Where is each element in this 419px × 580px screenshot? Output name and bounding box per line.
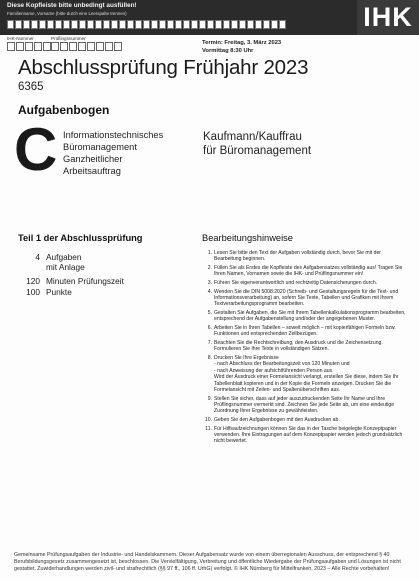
name-char-box[interactable]: [39, 20, 46, 29]
hint-number: 2.: [207, 265, 212, 271]
ihk-number-field[interactable]: [7, 42, 52, 51]
hint-item: [202, 426, 407, 445]
name-char-box[interactable]: [23, 20, 30, 29]
time-info: [18, 277, 124, 287]
profession-line: Kaufmann/Kauffrau: [203, 131, 302, 143]
hint-subtext: Wird der Ausdruck einer Formelansicht verlangt, erstellen Sie diese, indem Sie Ihr Tabellenblatt kopieren und in der Kopie die Formeln anzeigen. Drucken Sie die Formelansicht mit Zeilen- und Spaltenüberschriften aus.: [214, 374, 399, 394]
points-count: 100: [26, 287, 40, 297]
hint-text: Wenden Sie die DIN 5008:2020 (Schreib- und Gestaltungsregeln für die Text- und Informationsverarbeitung) an, sofern Sie Texte, Tabellen und Grafiken mit Ihrem Textverarbeitungsprogramm bearbeiten.: [214, 288, 399, 308]
name-char-box[interactable]: [151, 20, 158, 29]
hint-text: Beachten Sie die Rechtschreibung, den Ausdruck und die Zeichensetzung. Formulieren Sie Ihre Texte in vollständigen Sätzen.: [214, 340, 383, 353]
candidate-number-char-box[interactable]: [69, 42, 77, 51]
hint-subitem: - nach Anweisung der aufsichtführenden Person aus.: [214, 367, 334, 374]
name-char-box[interactable]: [215, 20, 222, 29]
name-char-box[interactable]: [143, 20, 150, 29]
name-char-box[interactable]: [199, 20, 206, 29]
name-char-box[interactable]: [159, 20, 166, 29]
name-char-box[interactable]: [79, 20, 86, 29]
ihk-number-char-box[interactable]: [7, 42, 15, 51]
ihk-logo: IHK: [357, 0, 419, 35]
profession-line: für Büromanagement: [203, 145, 312, 158]
profession-name: [203, 130, 403, 159]
name-char-box[interactable]: [135, 20, 142, 29]
hints-list: [202, 250, 407, 447]
exam-time-line: Vormittag 8:30 Uhr: [202, 47, 254, 54]
hint-number: 11.: [205, 425, 212, 432]
hint-item: [202, 265, 407, 278]
subject-line: Informationstechnisches: [63, 130, 164, 140]
hint-text: Arbeiten Sie in Ihren Tabellen – soweit möglich – mit kopierfähigen Formeln bzw. Funktionen und entsprechenden Zellbezügen.: [214, 325, 396, 338]
candidate-number-char-box[interactable]: [60, 42, 68, 51]
exam-date: [202, 40, 281, 55]
points-info: [18, 288, 72, 298]
name-char-box[interactable]: [119, 20, 126, 29]
name-char-box[interactable]: [7, 20, 14, 29]
name-char-box[interactable]: [15, 20, 22, 29]
name-field[interactable]: [7, 20, 287, 29]
hint-item: [202, 355, 407, 393]
hint-item: [202, 310, 407, 323]
hint-text: Lesen Sie bitte den Text der Aufgaben vollständig durch, bevor Sie mit der Bearbeitung beginnen.: [214, 250, 381, 263]
name-char-box[interactable]: [103, 20, 110, 29]
hint-item: [202, 289, 407, 308]
name-char-box[interactable]: [279, 20, 286, 29]
candidate-number-char-box[interactable]: [87, 42, 95, 51]
name-char-box[interactable]: [127, 20, 134, 29]
hint-item: [202, 340, 407, 353]
name-char-box[interactable]: [111, 20, 118, 29]
name-char-box[interactable]: [191, 20, 198, 29]
hints-title: Bearbeitungshinweise: [202, 233, 293, 243]
hint-number: 7.: [207, 340, 212, 346]
tasks-count: 4: [35, 252, 40, 262]
hint-number: 8.: [207, 355, 212, 361]
name-char-box[interactable]: [63, 20, 70, 29]
name-char-box[interactable]: [239, 20, 246, 29]
ihk-number-label: IHK-Nummer: [7, 36, 34, 41]
candidate-number-char-box[interactable]: [51, 42, 59, 51]
hint-item: [202, 417, 407, 423]
name-char-box[interactable]: [263, 20, 270, 29]
header-warning: Diese Kopfleiste bitte unbedingt ausfüllen!: [7, 2, 137, 9]
name-char-box[interactable]: [87, 20, 94, 29]
candidate-number-field[interactable]: [51, 42, 123, 51]
id-fields: [7, 36, 117, 51]
name-char-box[interactable]: [231, 20, 238, 29]
time-count: 120: [26, 276, 40, 286]
name-char-box[interactable]: [31, 20, 38, 29]
hint-text: Gestalten Sie Aufgaben, die Sie mit Ihrem Tabellenkalkulationsprogramm bearbeiten, entsprechend der Aufgabenstellung und/oder der angegebenen Muster.: [214, 310, 406, 323]
name-char-box[interactable]: [71, 20, 78, 29]
candidate-number-char-box[interactable]: [105, 42, 113, 51]
name-char-box[interactable]: [55, 20, 62, 29]
name-char-box[interactable]: [95, 20, 102, 29]
ihk-number-char-box[interactable]: [43, 42, 51, 51]
tasks-label: Aufgaben: [46, 252, 82, 262]
hint-text: Für Hilfsaufzeichnungen können Sie das in der Tasche beigelegte Konzeptpapier verwenden. Ihre Eintragungen auf dem Konzeptpapier werden jedoch grundsätzlich nicht bewertet.: [214, 425, 403, 445]
hint-number: 5.: [207, 310, 212, 316]
name-char-box[interactable]: [207, 20, 214, 29]
hint-text: Füllen Sie als Erstes die Kopfleiste des Aufgabensatzes vollständig aus! Tragen Sie Ihren Namen, Vornamen sowie die IHK- und Prüflingsnummer ein!: [214, 265, 403, 278]
ihk-number-char-box[interactable]: [34, 42, 42, 51]
hint-item: [202, 250, 407, 263]
name-char-box[interactable]: [167, 20, 174, 29]
tasks-info: [18, 253, 85, 273]
tasks-attachment-label: mit Anlage: [46, 261, 85, 272]
name-field-label: Familienname, Vorname (bitte durch eine Leerspalte trennen): [7, 11, 127, 16]
candidate-number-char-box[interactable]: [96, 42, 104, 51]
hint-number: 9.: [207, 395, 212, 402]
hint-number: 10.: [204, 417, 212, 424]
subject-name: [63, 130, 203, 177]
header-bar: [0, 0, 357, 35]
hint-number: 3.: [207, 280, 212, 286]
hint-subitem: - nach Abschluss der Bearbeitungszeit von 120 Minuten und: [214, 361, 350, 368]
subject-line: Ganzheitlicher: [63, 154, 123, 165]
time-label: Minuten Prüfungszeit: [46, 276, 124, 286]
subject-line: Büromanagement: [63, 141, 137, 152]
ihk-number-char-box[interactable]: [16, 42, 24, 51]
hint-text: Geben Sie den Aufgabenbogen mit den Ausdrucken ab.: [214, 417, 340, 424]
subject-letter: C: [14, 116, 58, 183]
exam-date-line: Termin: Freitag, 3. März 2023: [202, 40, 282, 46]
exam-part-title: Teil 1 der Abschlussprüfung: [18, 233, 143, 243]
name-char-box[interactable]: [223, 20, 230, 29]
hint-number: 6.: [207, 325, 212, 331]
hint-number: 4.: [207, 288, 212, 295]
ihk-number-char-box[interactable]: [25, 42, 33, 51]
name-char-box[interactable]: [255, 20, 262, 29]
hint-number: 1.: [207, 250, 212, 256]
candidate-number-char-box[interactable]: [114, 42, 122, 51]
hint-item: [202, 280, 407, 286]
hint-item: [202, 325, 407, 338]
candidate-number-label: Prüflingsnummer: [51, 36, 86, 41]
name-char-box[interactable]: [175, 20, 182, 29]
points-label: Punkte: [46, 287, 72, 297]
subject-line: Arbeitsauftrag: [63, 165, 121, 176]
name-char-box[interactable]: [247, 20, 254, 29]
name-char-box[interactable]: [183, 20, 190, 29]
name-char-box[interactable]: [47, 20, 54, 29]
exam-code: 6365: [18, 81, 44, 93]
exam-title: Abschlussprüfung Frühjahr 2023: [18, 56, 309, 79]
hint-text: Drucken Sie Ihre Ergebnisse: [214, 355, 279, 361]
name-char-box[interactable]: [271, 20, 278, 29]
hint-item: [202, 396, 407, 415]
hint-text: Stellen Sie sicher, dass auf jeder auszudruckenden Seite Ihr Name und Ihre Prüflingsnummer vermerkt sind. Zeichnen Sie jede Seite ab, um eine eindeutige Zuordnung Ihrer Ergebnisse zu gewährleisten.: [214, 395, 395, 415]
hint-text: Führen Sie eigenverantwortlich und rechtzeitig Datensicherungen durch.: [214, 280, 378, 286]
copyright-footer: Gemeinsame Prüfungsaufgaben der Industrie- und Handelskammern. Dieser Aufgabensatz wurde von einem überregionalen Ausschuss, der entsprechend § 40 Berufsbildungsgesetz zusammengesetzt ist, beschlossen. Die Vervielfältigung, Verbreitung und öffentliche Wiedergabe der Prüfungsaufgaben und Lösungen ist nicht gestattet. Zuwiderhandlungen werden zivil- und strafrechtlich (§§ 97 ff., 106 ff. UrhG) verfolgt. © IHK Nürnberg für Mittelfranken, 2023 – Alle Rechte vorbehalten!: [14, 552, 401, 573]
candidate-number-char-box[interactable]: [78, 42, 86, 51]
sheet-type: Aufgabenbogen: [18, 103, 110, 117]
